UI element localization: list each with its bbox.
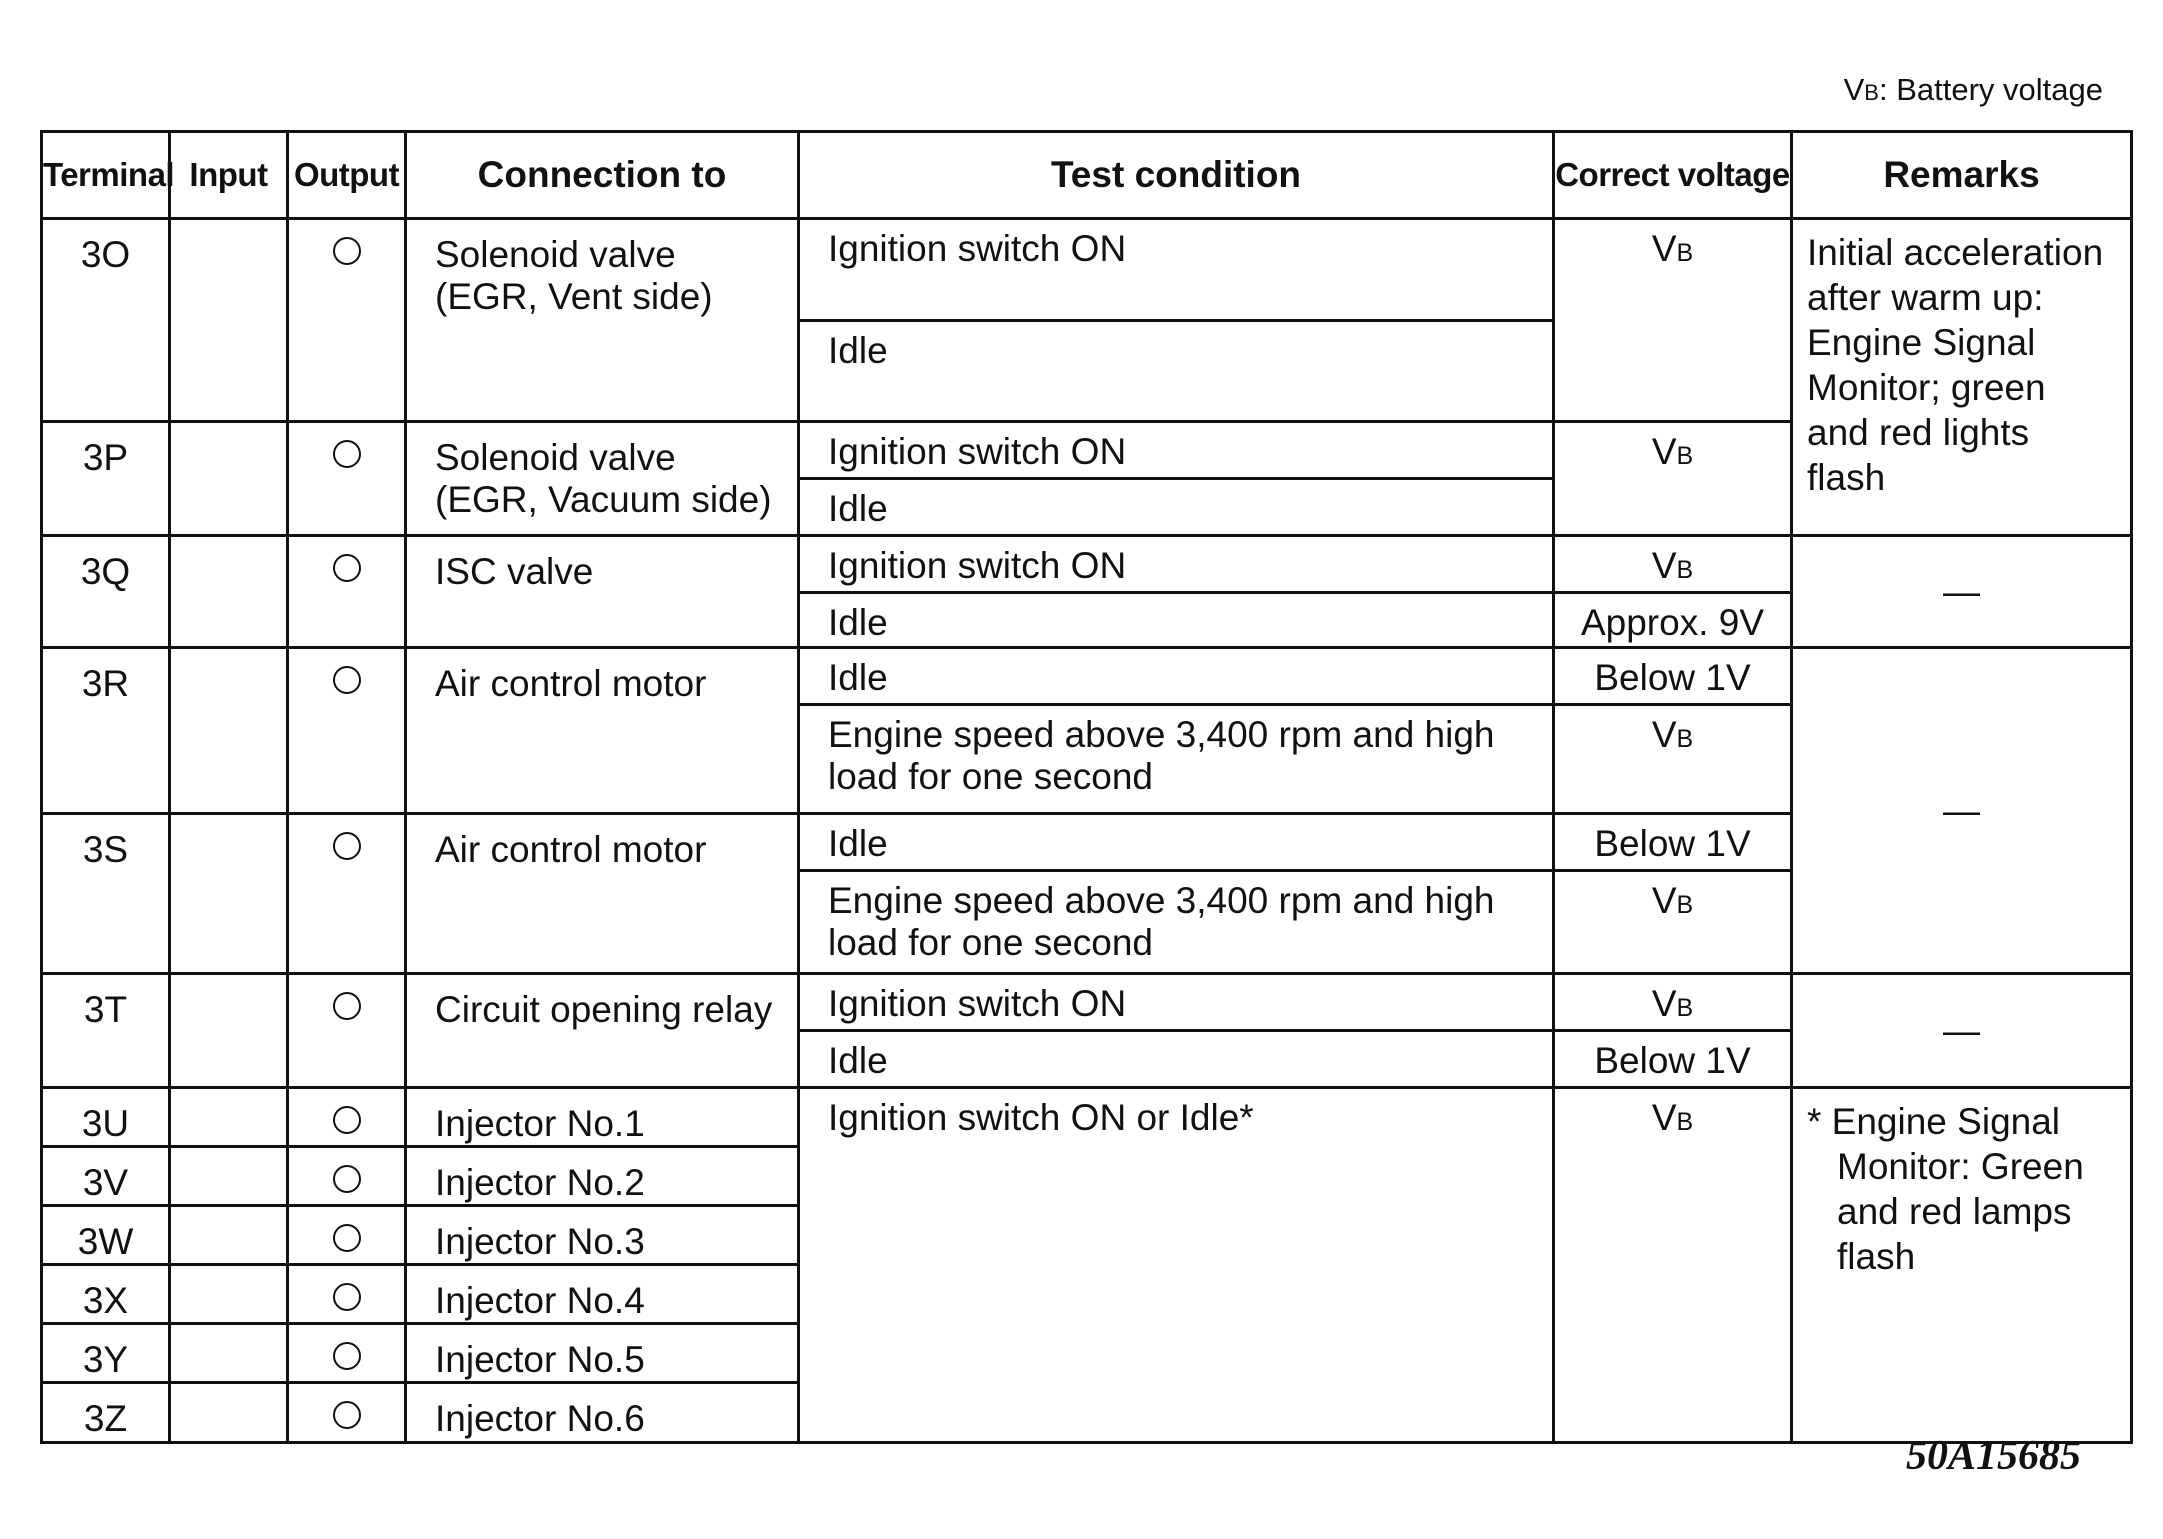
- header-output: Output: [288, 132, 406, 219]
- vb-v: V: [1651, 714, 1677, 755]
- terminal-cell: 3Y: [42, 1324, 170, 1383]
- vb-sub: B: [1676, 556, 1694, 584]
- output-circle-icon: [333, 1224, 361, 1252]
- connection-cell: Injector No.1: [406, 1088, 799, 1147]
- voltage-cell: Below 1V: [1554, 648, 1792, 705]
- voltage-cell: Below 1V: [1554, 1031, 1792, 1088]
- condition-line: Engine speed above 3,400 rpm and high: [828, 714, 1495, 755]
- vb-v: V: [1651, 431, 1677, 472]
- condition-cell: Idle: [799, 593, 1554, 648]
- connection-cell: Injector No.6: [406, 1383, 799, 1443]
- input-cell: [170, 1383, 288, 1443]
- table-row: [42, 648, 2132, 705]
- output-circle-icon: [333, 992, 361, 1020]
- voltage-cell: [1554, 705, 1792, 814]
- header-test-condition: Test condition: [799, 132, 1554, 219]
- connection-cell: Circuit opening relay: [406, 974, 799, 1088]
- input-cell: [170, 1147, 288, 1206]
- condition-cell: Ignition switch ON: [799, 536, 1554, 593]
- remark-line: Initial acceleration: [1807, 232, 2104, 273]
- input-cell: [170, 648, 288, 814]
- connection-cell: [406, 219, 799, 422]
- remarks-cell: —: [1792, 648, 2132, 974]
- connection-line: Solenoid valve: [435, 437, 676, 478]
- remark-line: Engine Signal: [1807, 322, 2036, 363]
- terminal-cell: 3S: [42, 814, 170, 974]
- connection-cell: Injector No.2: [406, 1147, 799, 1206]
- output-cell: [288, 219, 406, 422]
- condition-cell: [799, 871, 1554, 974]
- terminal-cell: 3T: [42, 974, 170, 1088]
- condition-cell: Ignition switch ON: [799, 974, 1554, 1031]
- table-row: [42, 536, 2132, 593]
- connection-cell: [406, 422, 799, 536]
- output-circle-icon: [333, 440, 361, 468]
- output-cell: [288, 422, 406, 536]
- terminal-cell: 3V: [42, 1147, 170, 1206]
- header-input: Input: [170, 132, 288, 219]
- output-cell: [288, 1265, 406, 1324]
- remark-line: flash: [1837, 1236, 1916, 1277]
- output-circle-icon: [333, 1342, 361, 1370]
- condition-line: load for one second: [828, 756, 1154, 797]
- header-terminal: Terminal: [42, 132, 170, 219]
- condition-cell: Ignition switch ON: [799, 422, 1554, 479]
- output-circle-icon: [333, 237, 361, 265]
- vb-sub: B: [1676, 725, 1694, 753]
- remark-line: flash: [1807, 457, 1886, 498]
- condition-cell: Idle: [799, 814, 1554, 871]
- output-circle-icon: [333, 1283, 361, 1311]
- output-cell: [288, 1206, 406, 1265]
- remarks-cell: —: [1792, 974, 2132, 1088]
- vb-sub: B: [1676, 442, 1694, 470]
- table-row: [42, 974, 2132, 1031]
- vb-v: V: [1651, 880, 1677, 921]
- terminal-cell: 3O: [42, 219, 170, 422]
- vb-v: V: [1651, 545, 1677, 586]
- remark-line: * Engine Signal: [1807, 1101, 2061, 1142]
- condition-cell: [799, 705, 1554, 814]
- terminal-cell: 3Q: [42, 536, 170, 648]
- table-row: [42, 1088, 2132, 1147]
- table-row: [42, 219, 2132, 321]
- output-cell: [288, 536, 406, 648]
- remark-line: after warm up:: [1807, 277, 2044, 318]
- vb-v: V: [1651, 1097, 1677, 1138]
- connection-line: (EGR, Vent side): [435, 276, 713, 317]
- terminal-cell: 3U: [42, 1088, 170, 1147]
- connection-cell: ISC valve: [406, 536, 799, 648]
- connection-cell: Air control motor: [406, 814, 799, 974]
- note-sub: B: [1864, 80, 1879, 105]
- terminal-spec-table: [40, 130, 2133, 1444]
- voltage-cell: [1554, 1088, 1792, 1443]
- condition-cell: Idle: [799, 1031, 1554, 1088]
- header-remarks: Remarks: [1792, 132, 2132, 219]
- remarks-cell: [1792, 219, 2132, 536]
- output-circle-icon: [333, 1106, 361, 1134]
- output-circle-icon: [333, 832, 361, 860]
- vb-sub: B: [1676, 994, 1694, 1022]
- terminal-cell: 3X: [42, 1265, 170, 1324]
- remark-line: Monitor: Green: [1837, 1146, 2084, 1187]
- vb-sub: B: [1676, 1108, 1694, 1136]
- voltage-cell: Approx. 9V: [1554, 593, 1792, 648]
- condition-line: Engine speed above 3,400 rpm and high: [828, 880, 1495, 921]
- output-circle-icon: [333, 554, 361, 582]
- terminal-cell: 3Z: [42, 1383, 170, 1443]
- vb-sub: B: [1676, 239, 1694, 267]
- input-cell: [170, 1088, 288, 1147]
- header-connection: Connection to: [406, 132, 799, 219]
- voltage-cell: [1554, 219, 1792, 422]
- output-cell: [288, 1147, 406, 1206]
- battery-voltage-note: [1844, 72, 2103, 108]
- input-cell: [170, 974, 288, 1088]
- input-cell: [170, 422, 288, 536]
- header-row: [42, 132, 2132, 219]
- voltage-cell: [1554, 871, 1792, 974]
- output-circle-icon: [333, 666, 361, 694]
- vb-v: V: [1651, 228, 1677, 269]
- output-cell: [288, 648, 406, 814]
- voltage-cell: Below 1V: [1554, 814, 1792, 871]
- vb-v: V: [1651, 983, 1677, 1024]
- connection-cell: Injector No.3: [406, 1206, 799, 1265]
- figure-id: 50A15685: [1905, 1433, 2081, 1479]
- output-cell: [288, 1383, 406, 1443]
- connection-cell: Injector No.5: [406, 1324, 799, 1383]
- condition-cell: Idle: [799, 648, 1554, 705]
- note-text: : Battery voltage: [1878, 72, 2103, 107]
- input-cell: [170, 536, 288, 648]
- output-circle-icon: [333, 1401, 361, 1429]
- terminal-cell: 3W: [42, 1206, 170, 1265]
- condition-cell: Idle: [799, 479, 1554, 536]
- voltage-cell: [1554, 974, 1792, 1031]
- input-cell: [170, 1324, 288, 1383]
- terminal-cell: 3R: [42, 648, 170, 814]
- remarks-cell: [1792, 1088, 2132, 1443]
- input-cell: [170, 814, 288, 974]
- connection-cell: Injector No.4: [406, 1265, 799, 1324]
- condition-cell: Ignition switch ON or Idle*: [799, 1088, 1554, 1443]
- connection-line: (EGR, Vacuum side): [435, 479, 772, 520]
- terminal-cell: 3P: [42, 422, 170, 536]
- remark-line: Monitor; green: [1807, 367, 2046, 408]
- output-cell: [288, 1324, 406, 1383]
- input-cell: [170, 1265, 288, 1324]
- connection-cell: Air control motor: [406, 648, 799, 814]
- output-cell: [288, 1088, 406, 1147]
- connection-line: Solenoid valve: [435, 234, 676, 275]
- note-v: V: [1843, 72, 1865, 107]
- remark-line: and red lights: [1807, 412, 2030, 453]
- condition-cell: Idle: [799, 321, 1554, 422]
- voltage-cell: [1554, 422, 1792, 536]
- condition-line: load for one second: [828, 922, 1154, 963]
- remarks-cell: —: [1792, 536, 2132, 648]
- output-cell: [288, 814, 406, 974]
- condition-cell: Ignition switch ON: [799, 219, 1554, 321]
- header-correct-voltage: Correct voltage: [1554, 132, 1792, 219]
- voltage-cell: [1554, 536, 1792, 593]
- vb-sub: B: [1676, 891, 1694, 919]
- input-cell: [170, 1206, 288, 1265]
- output-circle-icon: [333, 1165, 361, 1193]
- remark-line: and red lamps: [1837, 1191, 2072, 1232]
- input-cell: [170, 219, 288, 422]
- output-cell: [288, 974, 406, 1088]
